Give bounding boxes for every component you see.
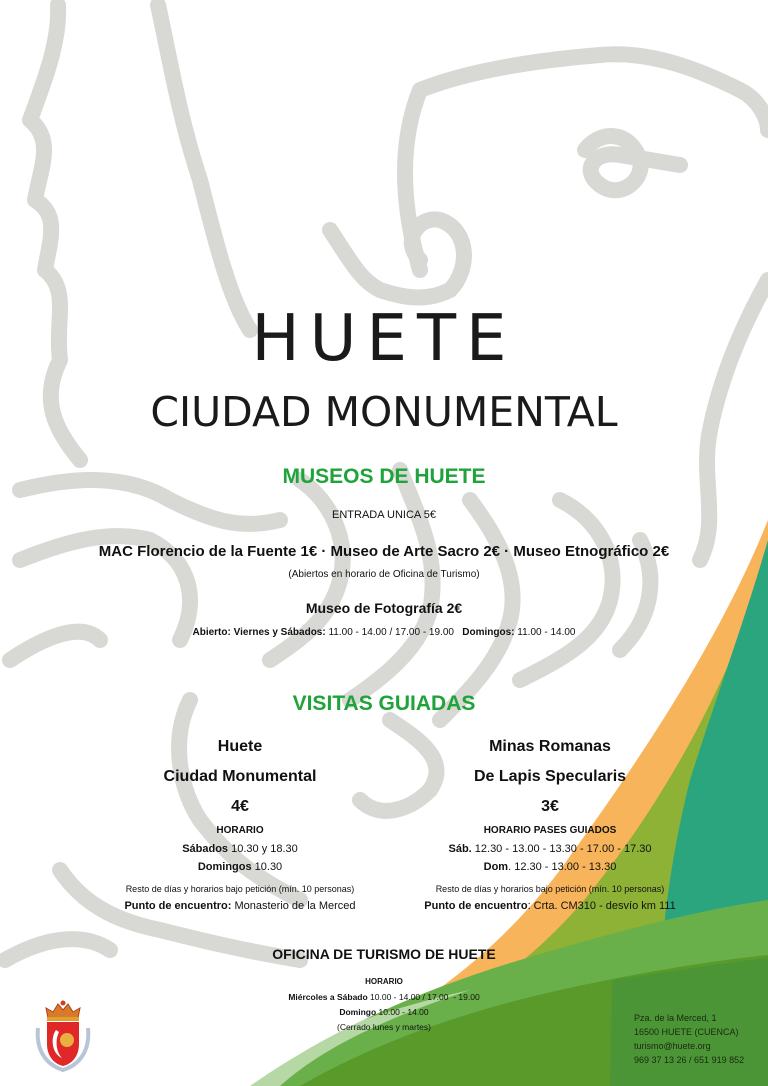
museos-heading: MUSEOS DE HUETE [282,465,486,488]
schedule-heading: HORARIO PASES GUIADOS [483,825,617,836]
schedule-day: Dom [483,861,509,873]
schedule-day: Domingo [339,1007,377,1017]
coat-of-arms-icon [32,998,94,1074]
museos-note: (Abiertos en horario de Oficina de Turismo) [288,569,480,580]
title-huete: HUETE [251,302,517,376]
schedule-day: Miércoles a Sábado [288,992,368,1002]
visita-title-line2: Ciudad Monumental [163,768,317,785]
visita-price: 3€ [541,798,559,815]
schedule-day: Domingos [197,861,252,873]
meeting-label: Punto de encuentro: [124,900,232,912]
oficina-closed-note: (Cerrado lunes y martes) [336,1022,431,1032]
oficina-schedule-heading: HORARIO [365,977,403,986]
meeting-label: Punto de encuentro [424,900,528,912]
schedule-time: 10.30 y 18.30 [228,843,298,855]
meeting-value: : Crta. CM310 - desvío km 111 [527,900,676,912]
museo-fotografia-title: Museo de Fotografía 2€ [305,600,463,616]
contact-address-line1: Pza. de la Merced, 1 [634,1013,717,1023]
visita-huete [95,732,385,914]
hours-value-domingos: 11.00 - 14.00 [514,627,576,638]
hours-value-viernes-sabados: 11.00 - 14.00 / 17.00 - 19.00 [325,627,463,638]
oficina-row [0,992,768,1002]
contact-block [634,1011,744,1067]
visita-title-line1: Minas Romanas [489,738,611,755]
visita-title-line2: De Lapis Specularis [473,768,627,785]
request-note: Resto de días y horarios bajo petición (mín. 10 personas) [435,884,665,894]
request-note: Resto de días y horarios bajo petición (mín. 10 personas) [125,884,355,894]
meeting-value: Monasterio de la Merced [231,900,356,912]
title-ciudad-monumental: CIUDAD MONUMENTAL [150,388,618,436]
schedule-day: Sáb. [448,843,472,855]
schedule-time: 12.30 - 13.00 - 13.30 - 17.00 - 17.30 [471,843,652,855]
schedule-time: 10.00 - 14.00 / 17.00 - 19.00 [367,992,480,1002]
museos-list: MAC Florencio de la Fuente 1€ · Museo de Arte Sacro 2€ · Museo Etnográfico 2€ [98,543,670,560]
museo-fotografia-hours [0,627,768,638]
contact-email: turismo@huete.org [634,1041,711,1051]
schedule-time: 10.00 - 14.00 [376,1007,429,1017]
schedule-heading: HORARIO [216,825,264,836]
visita-title-line1: Huete [217,738,263,755]
hours-label-domingos: Domingos: [462,627,515,638]
visita-minas-romanas [400,732,700,914]
contact-phones: 969 37 13 26 / 651 919 852 [634,1055,745,1065]
oficina-heading: OFICINA DE TURISMO DE HUETE [272,946,496,962]
schedule-time: . 12.30 - 13.00 - 13.30 [508,861,617,873]
schedule-time: 10.30 [251,861,283,873]
visitas-heading: VISITAS GUIADAS [292,692,476,715]
schedule-day: Sábados [182,843,229,855]
entrada-unica: ENTRADA UNICA 5€ [332,509,436,521]
contact-address-line2: 16500 HUETE (CUENCA) [634,1027,739,1037]
hours-label-viernes-sabados: Abierto: Viernes y Sábados: [192,627,326,638]
visita-price: 4€ [231,798,249,815]
